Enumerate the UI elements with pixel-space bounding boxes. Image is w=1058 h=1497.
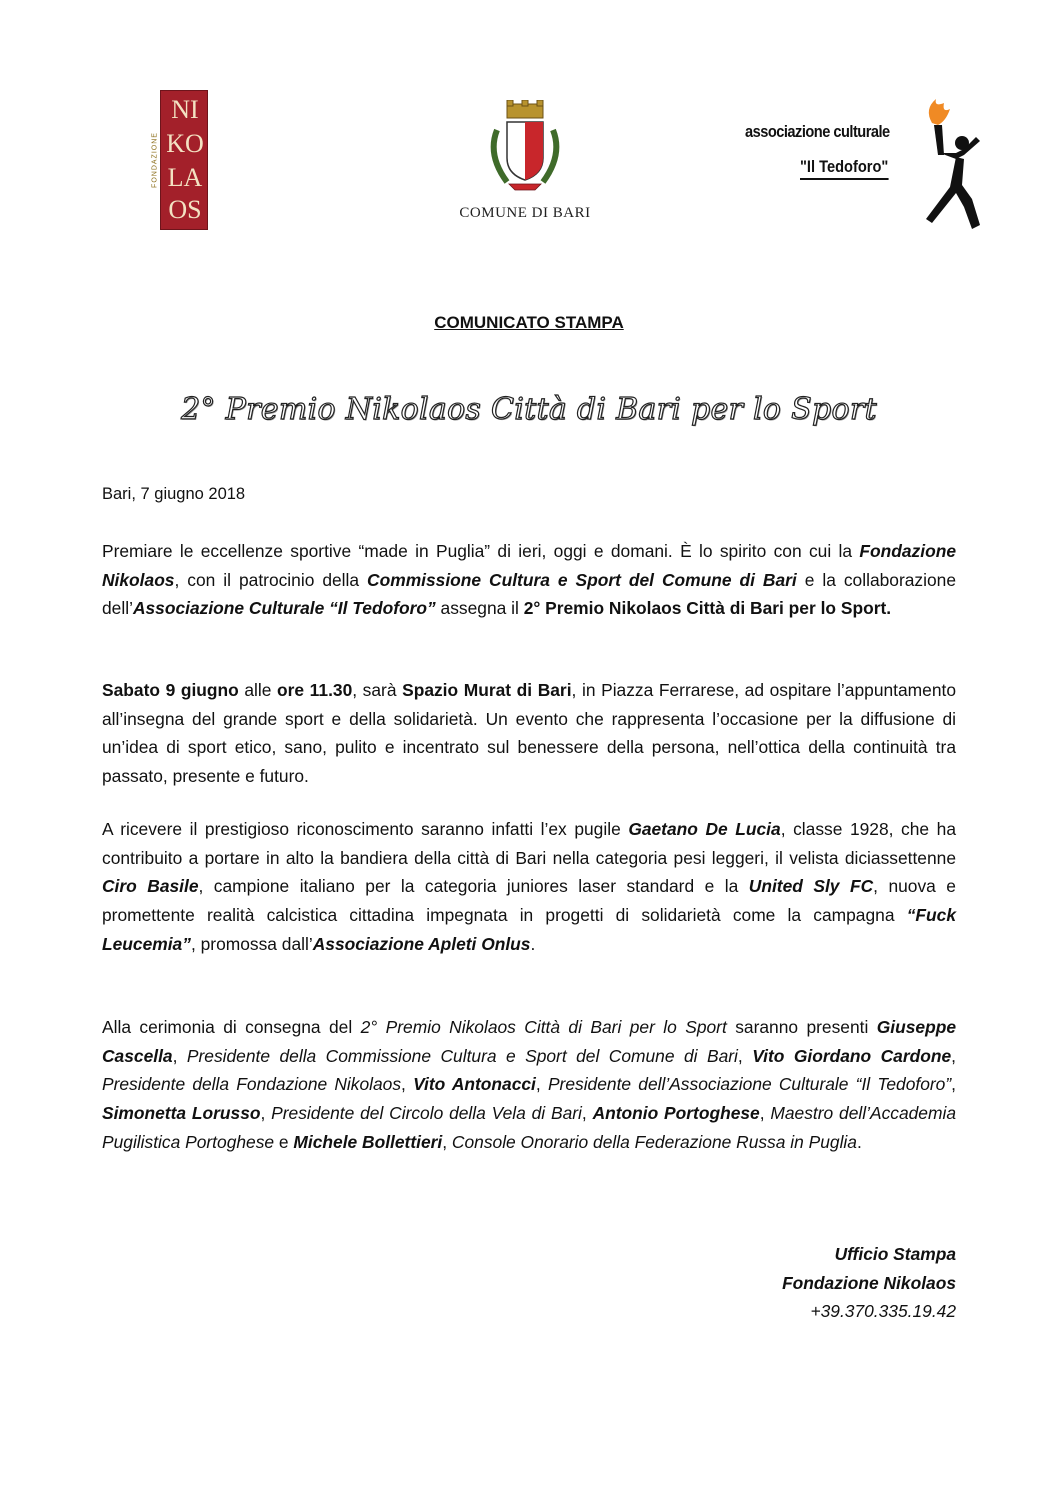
text-run: , [172, 1045, 187, 1066]
text-run-bold-italic: Vito Giordano Cardone [752, 1045, 952, 1066]
text-run: , [535, 1074, 548, 1095]
text-run-bold: 2° Premio Nikolaos Città di Bari per lo Sport. [523, 598, 892, 619]
paragraph-intro [102, 537, 956, 623]
fondazione-nikolaos-logo [150, 90, 208, 230]
text-run-bold-italic: Michele Bollettieri [293, 1131, 443, 1152]
logo-letters-2: KO [166, 129, 204, 158]
text-run-bold-italic: Fondazione Nikolaos [102, 541, 956, 590]
tedoforo-logo [742, 95, 987, 235]
signature-block [782, 1240, 956, 1326]
logo-letters-3: LA [167, 163, 203, 192]
text-run-bold-italic: Commissione Cultura e Sport del Comune di Bari [367, 569, 797, 590]
text-run: , [951, 1045, 956, 1066]
text-run-italic: Presidente del Circolo della Vela di Bari [271, 1103, 582, 1124]
text-run-bold: Sabato 9 giugno [102, 680, 239, 700]
text-run-bold-italic: Simonetta Lorusso [102, 1103, 261, 1124]
bari-coat-of-arms-icon [485, 100, 565, 195]
text-run: e [274, 1131, 294, 1152]
release-date: Bari, 7 giugno 2018 [102, 485, 246, 503]
text-run-bold-italic: Antonio Portoghese [592, 1103, 760, 1124]
text-run-italic: Presidente dell’Associazione Culturale “Il Tedoforo” [547, 1074, 952, 1095]
text-run-bold: Spazio Murat di Bari [402, 680, 572, 700]
paragraph-ceremony [102, 1013, 956, 1157]
tedoforo-line1: associazione culturale [745, 122, 890, 141]
text-run: . [530, 933, 536, 954]
text-run: , classe 1928, che ha contribuito a portare in alto la bandiera della città di Bari nella categoria pesi leggeri, il velista diciassettenne [102, 819, 956, 868]
text-run-italic: Console Onorario della Federazione Russa in Puglia [451, 1131, 857, 1152]
signature-organization: Fondazione Nikolaos [782, 1272, 956, 1293]
text-run-italic: 2° Premio Nikolaos Città di Bari per lo Sport [360, 1017, 727, 1037]
text-run-italic: Presidente della Fondazione Nikolaos [102, 1074, 402, 1095]
logo-side-text: FONDAZIONE [151, 132, 159, 188]
text-run: , [951, 1074, 956, 1095]
text-run-bold-italic: Associazione Apleti Onlus [312, 933, 531, 954]
text-run: , sarà [352, 680, 403, 700]
text-run: . [856, 1131, 862, 1152]
text-run: , in Piazza Ferrarese, ad ospitare l’appuntamento all’insegna del grande sport e della solidarietà. Un evento che rappresenta l’occasione per la diffusione di un’idea di sport etico, sano, pulito e incentrato sul benessere della persona, nell’ottica della continuità tra passato, presente e futuro. [102, 680, 956, 787]
text-run-italic: Presidente della Commissione Cultura e Sport del Comune di Bari [186, 1045, 738, 1066]
logo-letters-1: NI [171, 95, 199, 124]
comune-name: COMUNE DI BARI [459, 205, 591, 221]
text-run: , con il patrocinio della [174, 569, 368, 590]
text-run: , [581, 1103, 593, 1124]
logo-letters-4: OS [168, 195, 202, 224]
text-run: , [759, 1103, 771, 1124]
text-run: , campione italiano per la categoria juniores laser standard e la [198, 876, 749, 897]
text-run: saranno presenti [726, 1017, 877, 1037]
text-run-bold-italic: Associazione Culturale “Il Tedoforo” [132, 598, 436, 619]
text-run: Premiare le eccellenze sportive “made in Puglia” di ieri, oggi e domani. È lo spirito con cui la [102, 541, 860, 561]
signature-phone: +39.370.335.19.42 [810, 1301, 956, 1321]
comune-di-bari-logo [455, 100, 595, 230]
text-run: , [442, 1131, 452, 1152]
paragraph-event [102, 676, 956, 791]
text-run-italic: Maestro dell’Accademia Pugilistica Portoghese [102, 1103, 956, 1152]
text-run: Alla cerimonia di consegna del [102, 1017, 361, 1037]
text-run-bold-italic: Vito Antonacci [413, 1074, 536, 1095]
torch-runner-icon [914, 95, 984, 235]
text-run-bold-italic: “Fuck Leucemia” [102, 905, 956, 954]
text-run: A ricevere il prestigioso riconoscimento saranno infatti l’ex pugile [102, 819, 629, 839]
text-run: alle [238, 680, 278, 700]
text-run: , [260, 1103, 272, 1124]
text-run-bold-italic: Ciro Basile [102, 876, 199, 897]
tedoforo-line2: "Il Tedoforo" [800, 157, 888, 180]
text-run: , nuova e promettente realità calcistica cittadina impegnata in progetti di solidarietà come la campagna [102, 876, 956, 926]
text-run: assegna il [435, 598, 524, 619]
text-run: e la collaborazione dell’ [102, 569, 956, 619]
text-run: , [737, 1045, 753, 1066]
signature-office: Ufficio Stampa [834, 1244, 956, 1264]
text-run-bold-italic: United Sly FC [748, 876, 874, 897]
text-run-bold: ore 11.30 [277, 680, 353, 700]
text-run-bold-italic: Gaetano De Lucia [628, 819, 781, 839]
text-run: , promossa dall’ [190, 933, 313, 954]
paragraph-awardees [102, 815, 956, 959]
text-run-bold-italic: Giuseppe Cascella [102, 1017, 957, 1066]
page-heading: COMUNICATO STAMPA [434, 313, 624, 332]
text-run: , [401, 1074, 414, 1095]
press-release-title: 2° Premio Nikolaos Città di Bari per lo Sport [181, 392, 877, 427]
